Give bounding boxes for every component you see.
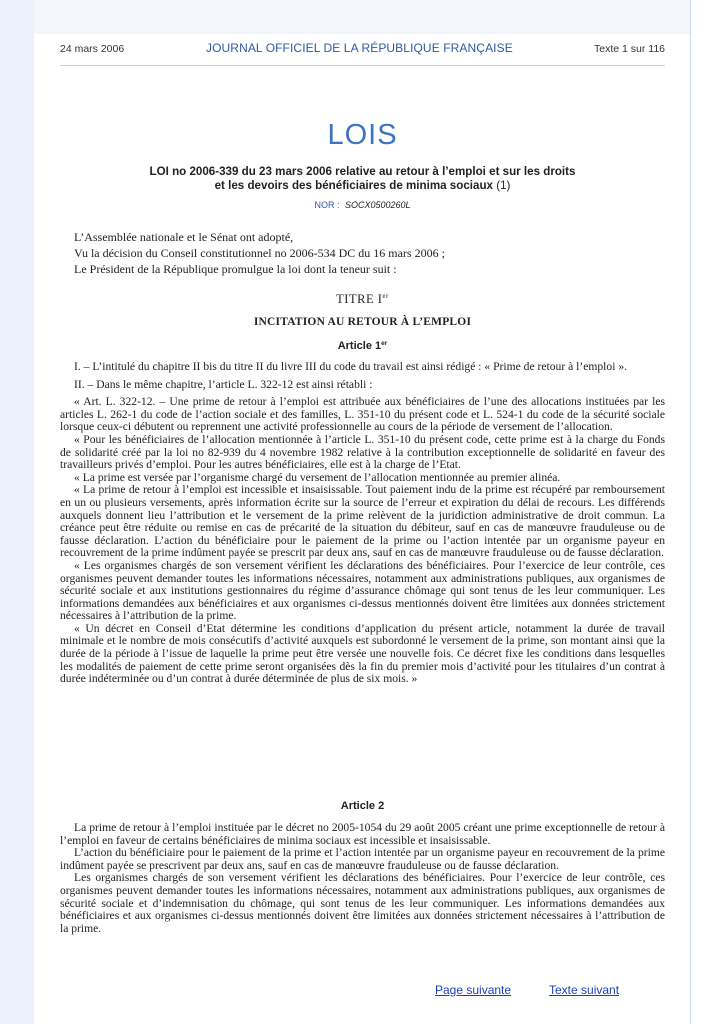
preamble-line: Le Président de la République promulgue la loi dont la teneur suit : <box>74 262 397 276</box>
header-divider <box>60 65 665 66</box>
page-header <box>60 41 665 59</box>
section-title: LOIS <box>327 119 398 151</box>
article-2-heading: Article 2 <box>340 800 385 812</box>
titre-label: TITRE I <box>336 292 383 306</box>
left-margin-band <box>0 0 34 1024</box>
article-1-label: Article 1 <box>337 340 382 352</box>
article-paragraph: « Un décret en Conseil d’Etat détermine les conditions d’application du présent article, notamment la durée de travail minimale et le nombre de mois consécutifs d’activité auxquels est subordonné le versement de la prime, son montant ainsi que la durée de la période à l’issue de laquelle la prime peut être versée une nouvelle fois. Ce décret fixe les conditions dans lesquelles les modalités de paiement de cette prime seront organisées dès la fin du premier mois d’activité pour les titulaires d’un contrat à durée indéterminée ou d’un contrat à durée déterminée de plus de six mois. » <box>60 621 665 686</box>
titre-heading <box>0 292 725 307</box>
publication-date: 24 mars 2006 <box>60 43 125 55</box>
preamble <box>74 229 634 277</box>
article-paragraph: « Art. L. 322-12. – Une prime de retour à l’emploi est attribuée aux bénéficiaires de l’une des allocations instituées par les articles L. 262-1 du code de l’action sociale et des familles, L. 351-10 du présent code et L. 524-1 du code de la sécurité sociale lorsque ceux-ci débutent ou reprennent une activité professionnelle au cours de la période de versement de l’allocation. <box>60 395 665 434</box>
top-margin-band <box>34 0 690 34</box>
law-title <box>90 165 635 192</box>
titre-suffix: er <box>382 292 389 300</box>
article-paragraph: II. – Dans le même chapitre, l’article L. 322-12 est ainsi rétabli : <box>74 377 373 391</box>
article-1-body <box>60 361 665 686</box>
page-right-border <box>690 0 691 1024</box>
article-1-suffix: er <box>381 340 388 347</box>
law-title-line-2 <box>90 179 635 193</box>
article-paragraph: L’action du bénéficiaire pour le paiement de la prime et l’action intentée par un organisme payeur en recouvrement de la prime indûment payée se prescrivent par deux ans, sauf en cas de manœuvre frauduleuse ou de fausse déclaration. <box>60 846 665 872</box>
nor-label: NOR : <box>314 200 340 210</box>
article-paragraph: Les organismes chargés de son versement vérifient les déclarations des bénéficiaires. Pour l’exercice de leur contrôle, ces organismes peuvent demander toutes les informations nécessaires, notamment aux administrations publiques, aux organismes de sécurité sociale et d’indemnisation du chômage, qui sont tenus de les leur communiquer. Les informations demandées aux bénéficiaires et aux organismes ci-dessus mentionnés doivent être limitées aux données strictement nécessaires à l’attribution de la prime. <box>60 871 665 935</box>
article-paragraph: « Pour les bénéficiaires de l’allocation mentionnée à l’article L. 351-10 du présent code, cette prime est à la charge du Fonds de solidarité créé par la loi no 82-939 du 4 novembre 1982 relative à la contribution exceptionnelle de solidarité en faveur des travailleurs privés d’emploi. Pour les autres bénéficiaires, elle est à la charge de l’Etat. <box>60 432 665 472</box>
nor-reference <box>0 200 725 210</box>
law-title-line-1: LOI no 2006-339 du 23 mars 2006 relative au retour à l’emploi et sur les droits <box>149 165 576 178</box>
footnote-ref[interactable]: (1) <box>496 178 511 192</box>
titre-subtitle: INCITATION AU RETOUR À L’EMPLOI <box>253 316 472 328</box>
next-text-link[interactable]: Texte suivant <box>549 983 620 997</box>
preamble-line: L’Assemblée nationale et le Sénat ont adopté, <box>74 230 294 244</box>
journal-title: JOURNAL OFFICIEL DE LA RÉPUBLIQUE FRANÇAISE <box>206 41 513 55</box>
article-2-body <box>60 822 665 935</box>
article-1-heading <box>0 340 725 352</box>
nor-code: SOCX0500260L <box>344 200 411 210</box>
preamble-line: Vu la décision du Conseil constitutionnel no 2006-534 DC du 16 mars 2006 ; <box>74 246 445 260</box>
article-paragraph: I. – L’intitulé du chapitre II bis du titre II du livre III du code du travail est ainsi rédigé : « Prime de retour à l’emploi ». <box>74 360 628 373</box>
article-paragraph: « La prime est versée par l’organisme chargé du versement de l’allocation mentionnée au premier alinéa. <box>74 470 561 484</box>
article-paragraph: « La prime de retour à l’emploi est incessible et insaisissable. Tout paiement indu de la prime est récupéré par remboursement en un ou plusieurs versements, après information écrite sur la source de l’erreur et expiration du délai de recours. Les différends auxquels donnent lieu l’attribution et le versement de la prime relèvent de la juridiction administrative de droit commun. La créance peut être réduite ou remise en cas de précarité de la situation du débiteur, sauf en cas de manœuvre frauduleuse ou de fausse déclaration. L’action du bénéficiaire pour le paiement de la prime ou l’action intentée par un organisme payeur en recouvrement de la prime indûment payée se prescrit par deux ans, sauf en cas de manœuvre frauduleuse ou de fausse déclaration. <box>60 483 665 560</box>
text-number: Texte 1 sur 116 <box>593 43 665 55</box>
article-paragraph: La prime de retour à l’emploi instituée par le décret no 2005-1054 du 29 août 2005 créant une prime exceptionnelle de retour à l’emploi en faveur de certains bénéficiaires de minima sociaux est incessible et insaisissable. <box>60 821 665 847</box>
next-page-link[interactable]: Page suivante <box>435 983 512 997</box>
article-paragraph: « Les organismes chargés de son versement vérifient les déclarations des bénéficiaires. Pour l’exercice de leur contrôle, ces organismes peuvent demander toutes les informations nécessaires, notamment aux administrations publiques, aux organismes de sécurité sociale et aux institutions gestionnaires du régime d’assurance chômage qui sont tenus de les leur communiquer. Les informations demandées aux bénéficiaires et aux organismes ci-dessus mentionnés doivent être limitées aux données strictement nécessaires à l’attribution de la prime. <box>60 558 665 623</box>
law-title-line-2-text: et les devoirs des bénéficiaires de minima sociaux <box>214 178 493 192</box>
